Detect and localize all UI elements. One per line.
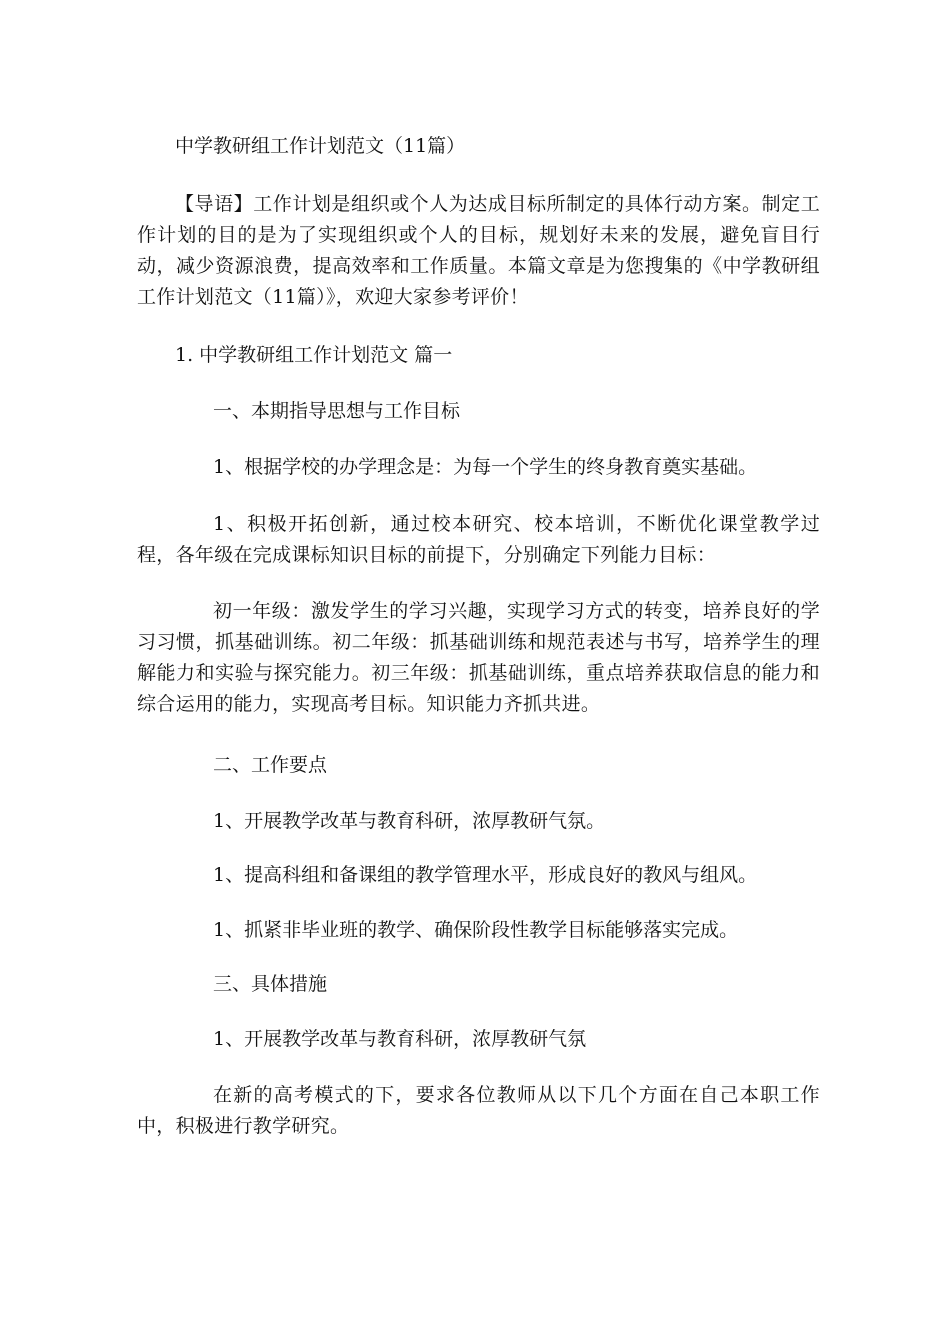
paragraph-grade-goals: 初一年级：激发学生的学习兴趣，实现学习方式的转变，培养良好的学习习惯，抓基础训练。初二年级：抓基础训练和规范表述与书写，培养学生的理解能力和实验与探究能力。初三年级：抓基础训练，重点培养获取信息的能力和综合运用的能力，实现高考目标。知识能力齐抓共进。 [137, 600, 820, 715]
paragraph-non-graduating: 1、抓紧非毕业班的教学、确保阶段性教学目标能够落实完成。 [213, 919, 739, 941]
section-title: 1. 中学教研组工作计划范文 篇一 [175, 344, 453, 366]
heading-measures: 三、具体措施 [213, 973, 328, 995]
paragraph-innovation: 1、积极开拓创新，通过校本研究、校本培训，不断优化课堂教学过程，各年级在完成课标知识目标的前提下，分别确定下列能力目标： [137, 513, 820, 566]
paragraph-management-level: 1、提高科组和备课组的教学管理水平，形成良好的教风与组风。 [213, 864, 758, 886]
paragraph-new-exam-mode: 在新的高考模式的下，要求各位教师从以下几个方面在自己本职工作中，积极进行教学研究。 [137, 1084, 820, 1137]
heading-guiding-ideas: 一、本期指导思想与工作目标 [213, 400, 461, 422]
paragraph-reform-measure: 1、开展教学改革与教育科研，浓厚教研气氛 [213, 1028, 587, 1050]
paragraph-school-philosophy: 1、根据学校的办学理念是：为每一个学生的终身教育奠实基础。 [213, 456, 758, 478]
paragraph-teaching-reform: 1、开展教学改革与教育科研，浓厚教研气氛。 [213, 810, 606, 832]
intro-paragraph: 【导语】工作计划是组织或个人为达成目标所制定的具体行动方案。制定工作计划的目的是为了实现组织或个人的目标，规划好未来的发展，避免盲目行动，减少资源浪费，提高效率和工作质量。本篇文章是为您搜集的《中学教研组工作计划范文（11篇）》，欢迎大家参考评价！ [137, 193, 820, 308]
document-title: 中学教研组工作计划范文（11篇） [175, 135, 466, 157]
heading-work-points: 二、工作要点 [213, 754, 328, 776]
